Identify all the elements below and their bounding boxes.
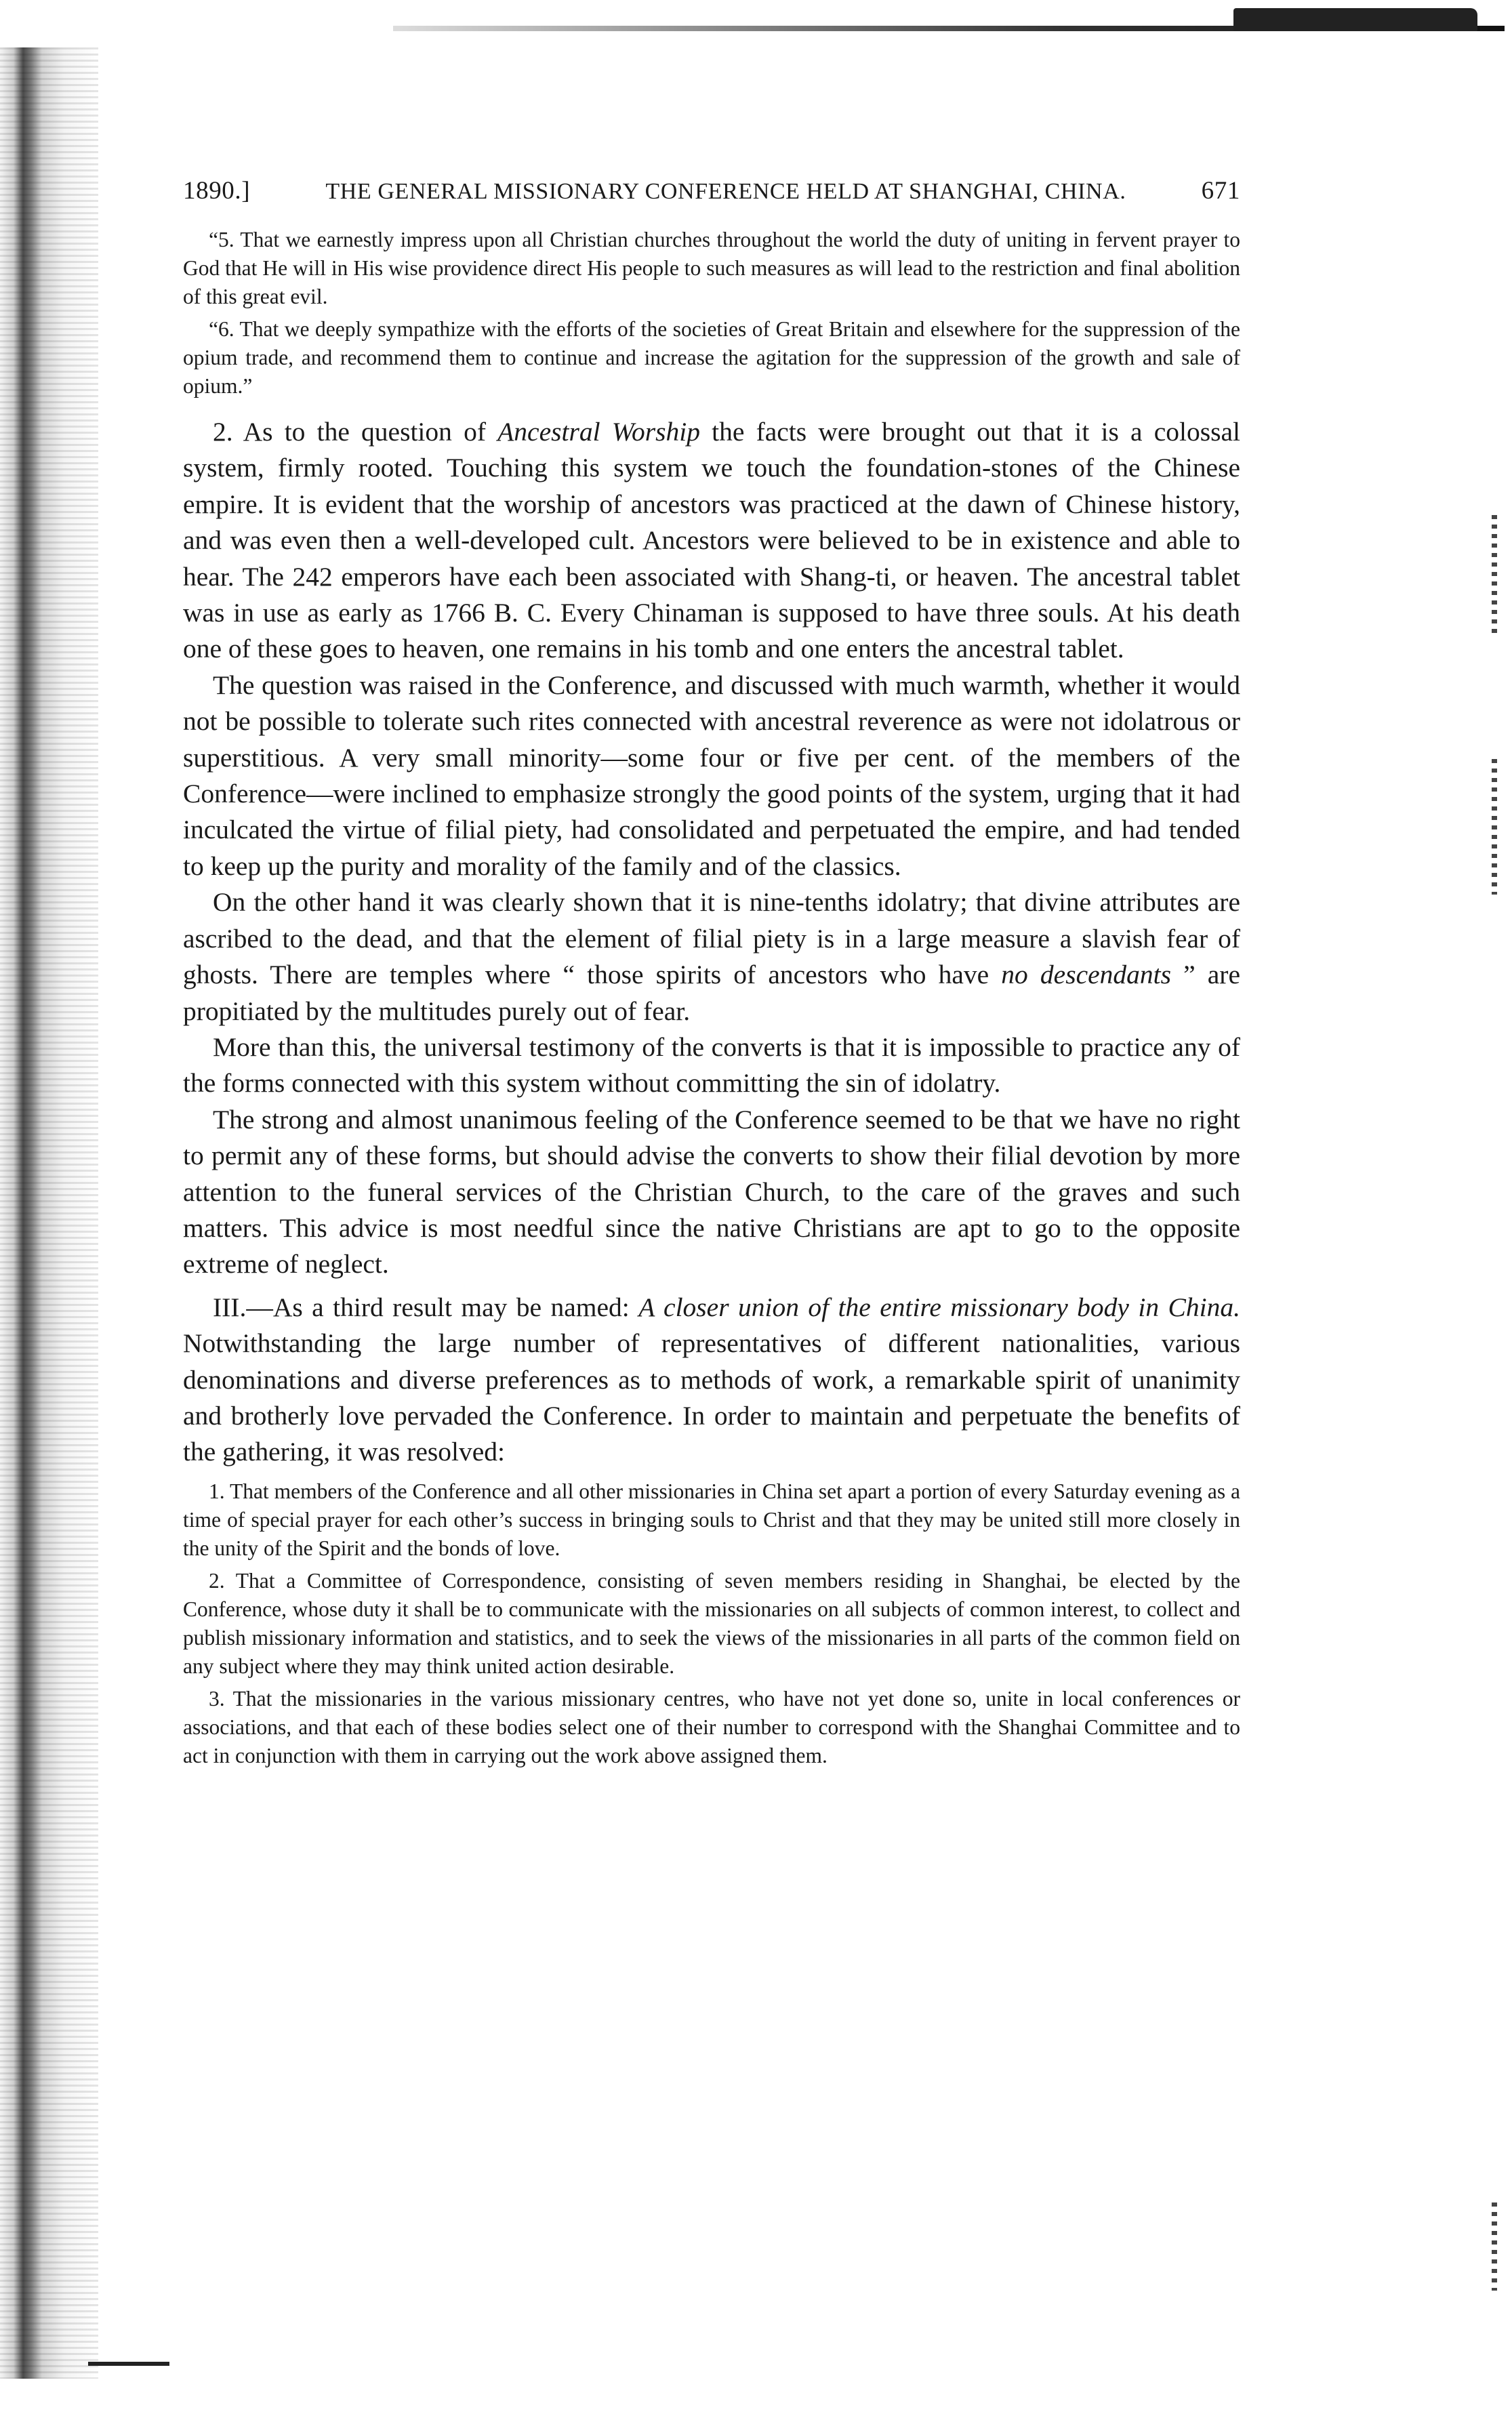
italic-term: no descendants — [1001, 960, 1171, 990]
binding-bottom-mark — [88, 2362, 169, 2366]
resolution-3: 3. That the missionaries in the various missionary centres, who have not yet done so, unite in local conferences or associations, and that each of these bodies select one of their number to correspond with the Shanghai Committee and to act in conjunction with them in carrying out the work above assigned them. — [183, 1686, 1240, 1767]
resolution-2: 2. That a Committee of Correspondence, consisting of seven members residing in Shanghai, be elected by the Conference, whose duty it shall be to communicate with the missionaries on all subjects of common interest, to collect and publish missionary information and statistics, and to seek the views of the missionaries in all parts of the common field on any subject where they may think united action desirable. — [183, 1568, 1240, 1678]
text-run: 2. As to the question of — [213, 417, 498, 447]
header-title: THE GENERAL MISSIONARY CONFERENCE HELD AT SHANGHAI, CHINA. — [325, 179, 1126, 204]
resolution-1: 1. That members of the Conference and all other missionaries in China set apart a portion of every Saturday evening as a time of special prayer for each other’s success in bringing souls to Christ and that they may be united still more closely in the unity of the Spirit and the bonds of love. — [183, 1479, 1240, 1560]
converts-testimony-paragraph: More than this, the universal testimony of the converts is that it is impossible to practice any of the forms connected with this system without committing the sin of idolatry. — [183, 1031, 1240, 1099]
spacer — [183, 1283, 1240, 1290]
italic-heading: A closer union of the entire missionary body in China. — [638, 1292, 1240, 1322]
top-scan-blot — [1233, 8, 1477, 31]
margin-mark — [1492, 515, 1497, 637]
text-run: On the other hand it was clearly shown that it is nine-tenths idolatry; that divine attributes are ascribed to the dead, and that the element of filial piety is in a large measure a slavish fear of ghosts. There are temples where “ those spirits of ancestors who have — [183, 887, 1240, 990]
spacer — [183, 405, 1240, 414]
text-run: ” are propitiated by the multitudes purely out of fear. — [183, 960, 1240, 1026]
ancestral-worship-paragraph — [183, 414, 1240, 668]
running-head — [183, 176, 1240, 205]
text-run: the facts were brought out that it is a colossal system, firmly rooted. Touching this system we touch the foundation-stones of the Chinese empire. It is evident that the worship of ancestors was practiced at the dawn of Chinese history, and was even then a well-developed cult. Ancestors were believed to be in existence and able to hear. The 242 emperors have each been associated with Shang-ti, or heaven. The ancestral tablet was in use as early as 1766 B. C. Every Chinaman is supposed to have three souls. At his death one of these goes to heaven, one remains in his tomb and one enters the ancestral tablet. — [183, 417, 1240, 664]
text-run: III.—As a third result may be named: — [213, 1292, 639, 1322]
conference-debate-paragraph: The question was raised in the Conference, and discussed with much warmth, whether it would not be possible to tolerate such rites connected with ancestral reverence as were not idolatrous or superstitious. A very small minority—some four or five per cent. of the members of the Conference—were inclined to emphasize strongly the good points of the system, urging that it had inculcated the virtue of filial piety, had consolidated and perpetuated the empire, and had tended to keep up the purity and morality of the family and of the classics. — [183, 670, 1240, 881]
margin-mark — [1492, 759, 1497, 895]
italic-term: Ancestral Worship — [497, 417, 700, 447]
resolution-6: “6. That we deeply sympathize with the efforts of the societies of Great Britain and elsewhere for the suppression of the opium trade, and recommend them to continue and increase the agitation for the suppression of the growth and sale of opium.” — [183, 317, 1240, 398]
closer-union-paragraph — [183, 1290, 1240, 1471]
text-run: Notwithstanding the large number of representatives of different nationalities, various denominations and diverse preferences as to methods of work, a remarkable spirit of unanimity and brotherly love pervaded the Conference. In order to maintain and perpetuate the benefits of the gathering, it was resolved: — [183, 1328, 1240, 1467]
binding-edge — [0, 47, 98, 2379]
conference-feeling-paragraph: The strong and almost unanimous feeling of the Conference seemed to be that we have no right to permit any of these forms, but should advise the converts to show their filial devotion by more attention to the funeral services of the Christian Church, to the care of the graves and such matters. This advice is most needful since the native Christians are apt to go to the opposite extreme of neglect. — [183, 1104, 1240, 1279]
resolution-5: “5. That we earnestly impress upon all Christian churches throughout the world the duty of uniting in fervent prayer to God that He will in His wise providence direct His people to such measures as will lead to the restriction and final abolition of this great evil. — [183, 228, 1240, 308]
spacer — [183, 1471, 1240, 1477]
page-body — [183, 176, 1240, 1774]
page-number: 671 — [1201, 177, 1240, 205]
margin-mark — [1492, 2202, 1497, 2291]
idolatry-paragraph — [183, 884, 1240, 1029]
header-year: 1890.] — [183, 177, 251, 205]
